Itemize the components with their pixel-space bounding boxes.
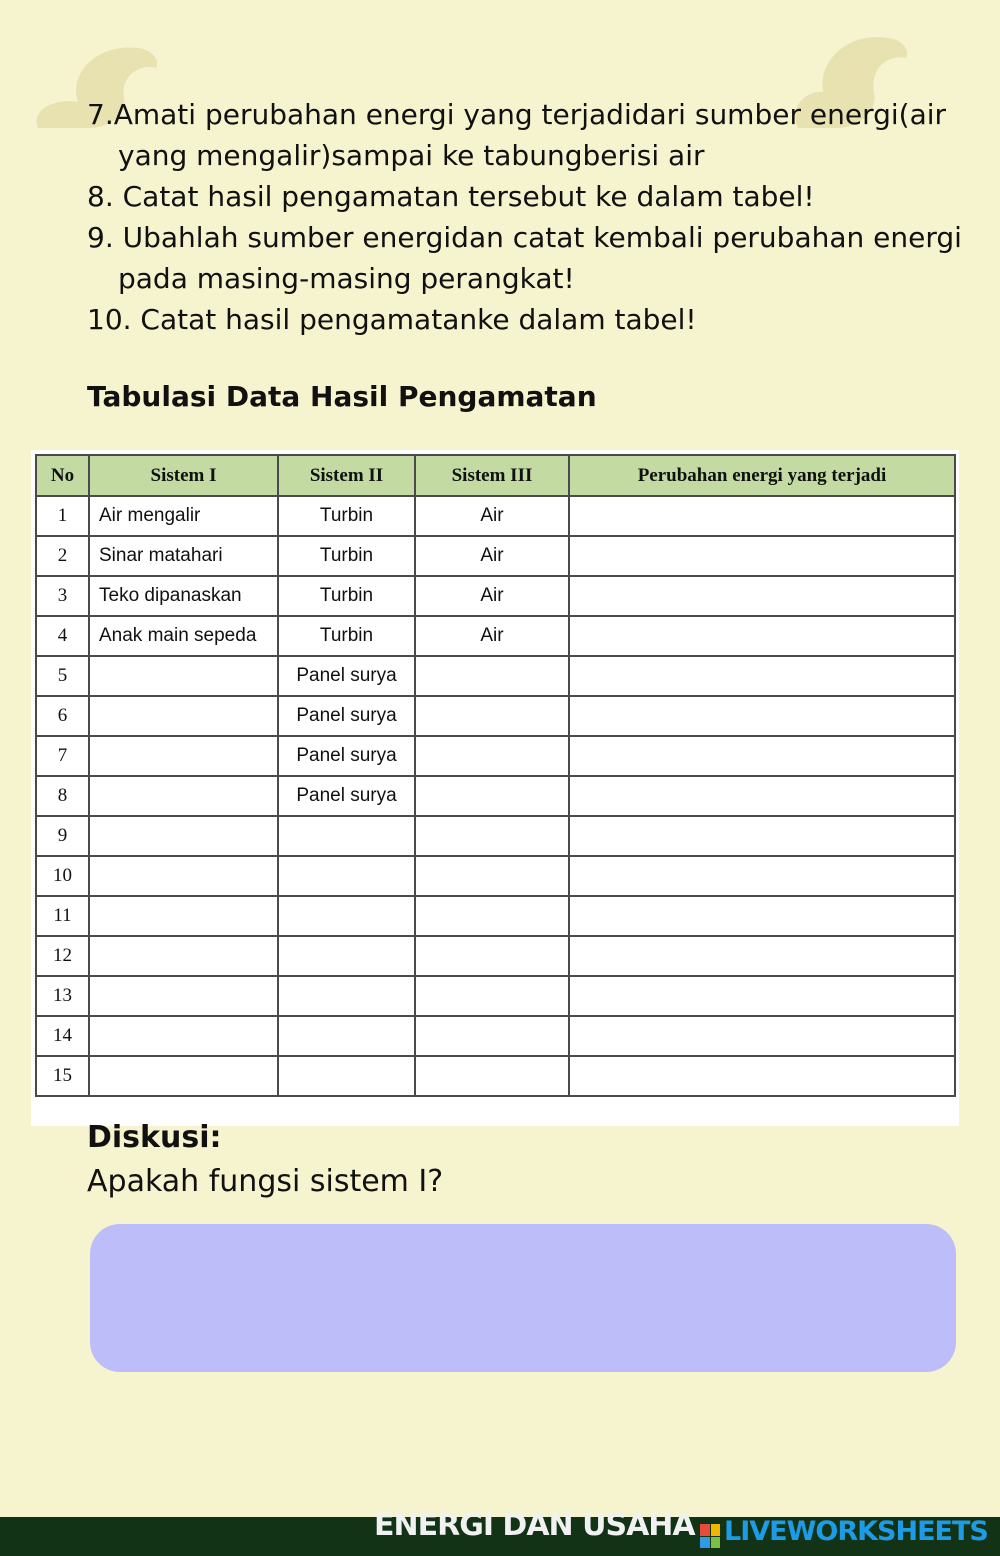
step-9-line-2: pada masing-masing perangkat! [118, 262, 575, 295]
step-10-line-1: 10. Catat hasil pengamatanke dalam tabel! [87, 303, 697, 336]
cell-no: 13 [36, 976, 89, 1016]
cell-sistem-2: Panel surya [278, 736, 415, 776]
cell-sistem-1 [89, 736, 278, 776]
step-9-line-1: 9. Ubahlah sumber energidan catat kembali perubahan energi [87, 221, 962, 254]
cell-no: 4 [36, 616, 89, 656]
cell-sistem-3 [415, 696, 569, 736]
cell-sistem-1 [89, 776, 278, 816]
cell-energy-change[interactable] [569, 616, 955, 656]
cell-energy-change[interactable] [569, 496, 955, 536]
header-energy-change: Perubahan energi yang terjadi [569, 455, 955, 496]
table-row [36, 856, 955, 896]
cell-energy-change[interactable] [569, 776, 955, 816]
cell-sistem-2 [278, 1016, 415, 1056]
discussion-question: Apakah fungsi sistem I? [87, 1164, 444, 1199]
table-row [36, 976, 955, 1016]
step-7 [87, 94, 977, 176]
cell-sistem-1 [89, 896, 278, 936]
cell-sistem-3: Air [415, 536, 569, 576]
cell-sistem-2: Turbin [278, 536, 415, 576]
cell-sistem-1: Anak main sepeda [89, 616, 278, 656]
cell-energy-change[interactable] [569, 1056, 955, 1096]
cell-no: 5 [36, 656, 89, 696]
cell-energy-change[interactable] [569, 856, 955, 896]
table-row [36, 896, 955, 936]
table-row [36, 1016, 955, 1056]
cell-sistem-3 [415, 816, 569, 856]
step-9 [87, 217, 977, 299]
cell-sistem-2: Panel surya [278, 656, 415, 696]
cell-no: 7 [36, 736, 89, 776]
cell-sistem-1: Air mengalir [89, 496, 278, 536]
cell-sistem-3: Air [415, 576, 569, 616]
cell-no: 6 [36, 696, 89, 736]
observation-table-container [31, 450, 959, 1126]
cell-energy-change[interactable] [569, 976, 955, 1016]
table-row [36, 1056, 955, 1096]
table-row [36, 656, 955, 696]
cell-sistem-1: Sinar matahari [89, 536, 278, 576]
header-no: No [36, 455, 89, 496]
table-row [36, 736, 955, 776]
cell-sistem-3 [415, 976, 569, 1016]
liveworksheets-logo-icon [700, 1524, 720, 1548]
cell-no: 11 [36, 896, 89, 936]
cell-energy-change[interactable] [569, 816, 955, 856]
table-row [36, 776, 955, 816]
cell-sistem-2: Turbin [278, 576, 415, 616]
table-row [36, 496, 955, 536]
cell-sistem-1 [89, 976, 278, 1016]
answer-input-box[interactable] [90, 1224, 956, 1372]
cell-sistem-1: Teko dipanaskan [89, 576, 278, 616]
cell-sistem-3 [415, 736, 569, 776]
cell-no: 9 [36, 816, 89, 856]
cell-sistem-3: Air [415, 496, 569, 536]
cell-energy-change[interactable] [569, 896, 955, 936]
cell-sistem-2: Turbin [278, 616, 415, 656]
cell-no: 12 [36, 936, 89, 976]
step-8 [87, 176, 977, 217]
table-row [36, 816, 955, 856]
cell-sistem-2 [278, 816, 415, 856]
table-title: Tabulasi Data Hasil Pengamatan [87, 380, 597, 413]
header-sistem-2: Sistem II [278, 455, 415, 496]
cell-no: 15 [36, 1056, 89, 1096]
cell-sistem-1 [89, 696, 278, 736]
cell-sistem-3 [415, 896, 569, 936]
cell-sistem-1 [89, 856, 278, 896]
table-header-row [36, 455, 955, 496]
cell-energy-change[interactable] [569, 576, 955, 616]
cell-no: 10 [36, 856, 89, 896]
cell-sistem-1 [89, 1016, 278, 1056]
cell-sistem-2: Panel surya [278, 776, 415, 816]
cell-no: 2 [36, 536, 89, 576]
cell-energy-change[interactable] [569, 696, 955, 736]
table-row [36, 576, 955, 616]
cell-sistem-2 [278, 976, 415, 1016]
cell-energy-change[interactable] [569, 656, 955, 696]
table-body [36, 496, 955, 1096]
cell-sistem-3: Air [415, 616, 569, 656]
cell-sistem-1 [89, 656, 278, 696]
cell-energy-change[interactable] [569, 936, 955, 976]
header-sistem-1: Sistem I [89, 455, 278, 496]
footer-title: ENERGI DAN USAHA [374, 1508, 695, 1543]
cell-no: 3 [36, 576, 89, 616]
cell-sistem-1 [89, 936, 278, 976]
cell-sistem-3 [415, 936, 569, 976]
cell-sistem-3 [415, 856, 569, 896]
cell-sistem-2 [278, 936, 415, 976]
cell-energy-change[interactable] [569, 536, 955, 576]
cell-sistem-2: Panel surya [278, 696, 415, 736]
table-row [36, 936, 955, 976]
cell-sistem-2 [278, 896, 415, 936]
discussion-title: Diskusi: [87, 1120, 222, 1155]
step-7-line-2: yang mengalir)sampai ke tabungberisi air [118, 139, 705, 172]
cell-sistem-3 [415, 776, 569, 816]
step-7-line-1: 7.Amati perubahan energi yang terjadidari sumber energi(air [87, 98, 947, 131]
brand-text: LIVEWORKSHEETS [724, 1516, 988, 1547]
cell-energy-change[interactable] [569, 1016, 955, 1056]
cell-no: 8 [36, 776, 89, 816]
cell-sistem-3 [415, 656, 569, 696]
step-8-line-1: 8. Catat hasil pengamatan tersebut ke dalam tabel! [87, 180, 815, 213]
cell-sistem-2 [278, 856, 415, 896]
cell-no: 14 [36, 1016, 89, 1056]
cell-no: 1 [36, 496, 89, 536]
observation-table [35, 454, 956, 1097]
header-sistem-3: Sistem III [415, 455, 569, 496]
cell-sistem-3 [415, 1056, 569, 1096]
cell-sistem-1 [89, 1056, 278, 1096]
table-row [36, 696, 955, 736]
table-row [36, 616, 955, 656]
table-row [36, 536, 955, 576]
instruction-steps [87, 94, 977, 340]
cell-energy-change[interactable] [569, 736, 955, 776]
step-10 [87, 299, 977, 340]
cell-sistem-3 [415, 1016, 569, 1056]
cell-sistem-2 [278, 1056, 415, 1096]
cell-sistem-1 [89, 816, 278, 856]
cell-sistem-2: Turbin [278, 496, 415, 536]
